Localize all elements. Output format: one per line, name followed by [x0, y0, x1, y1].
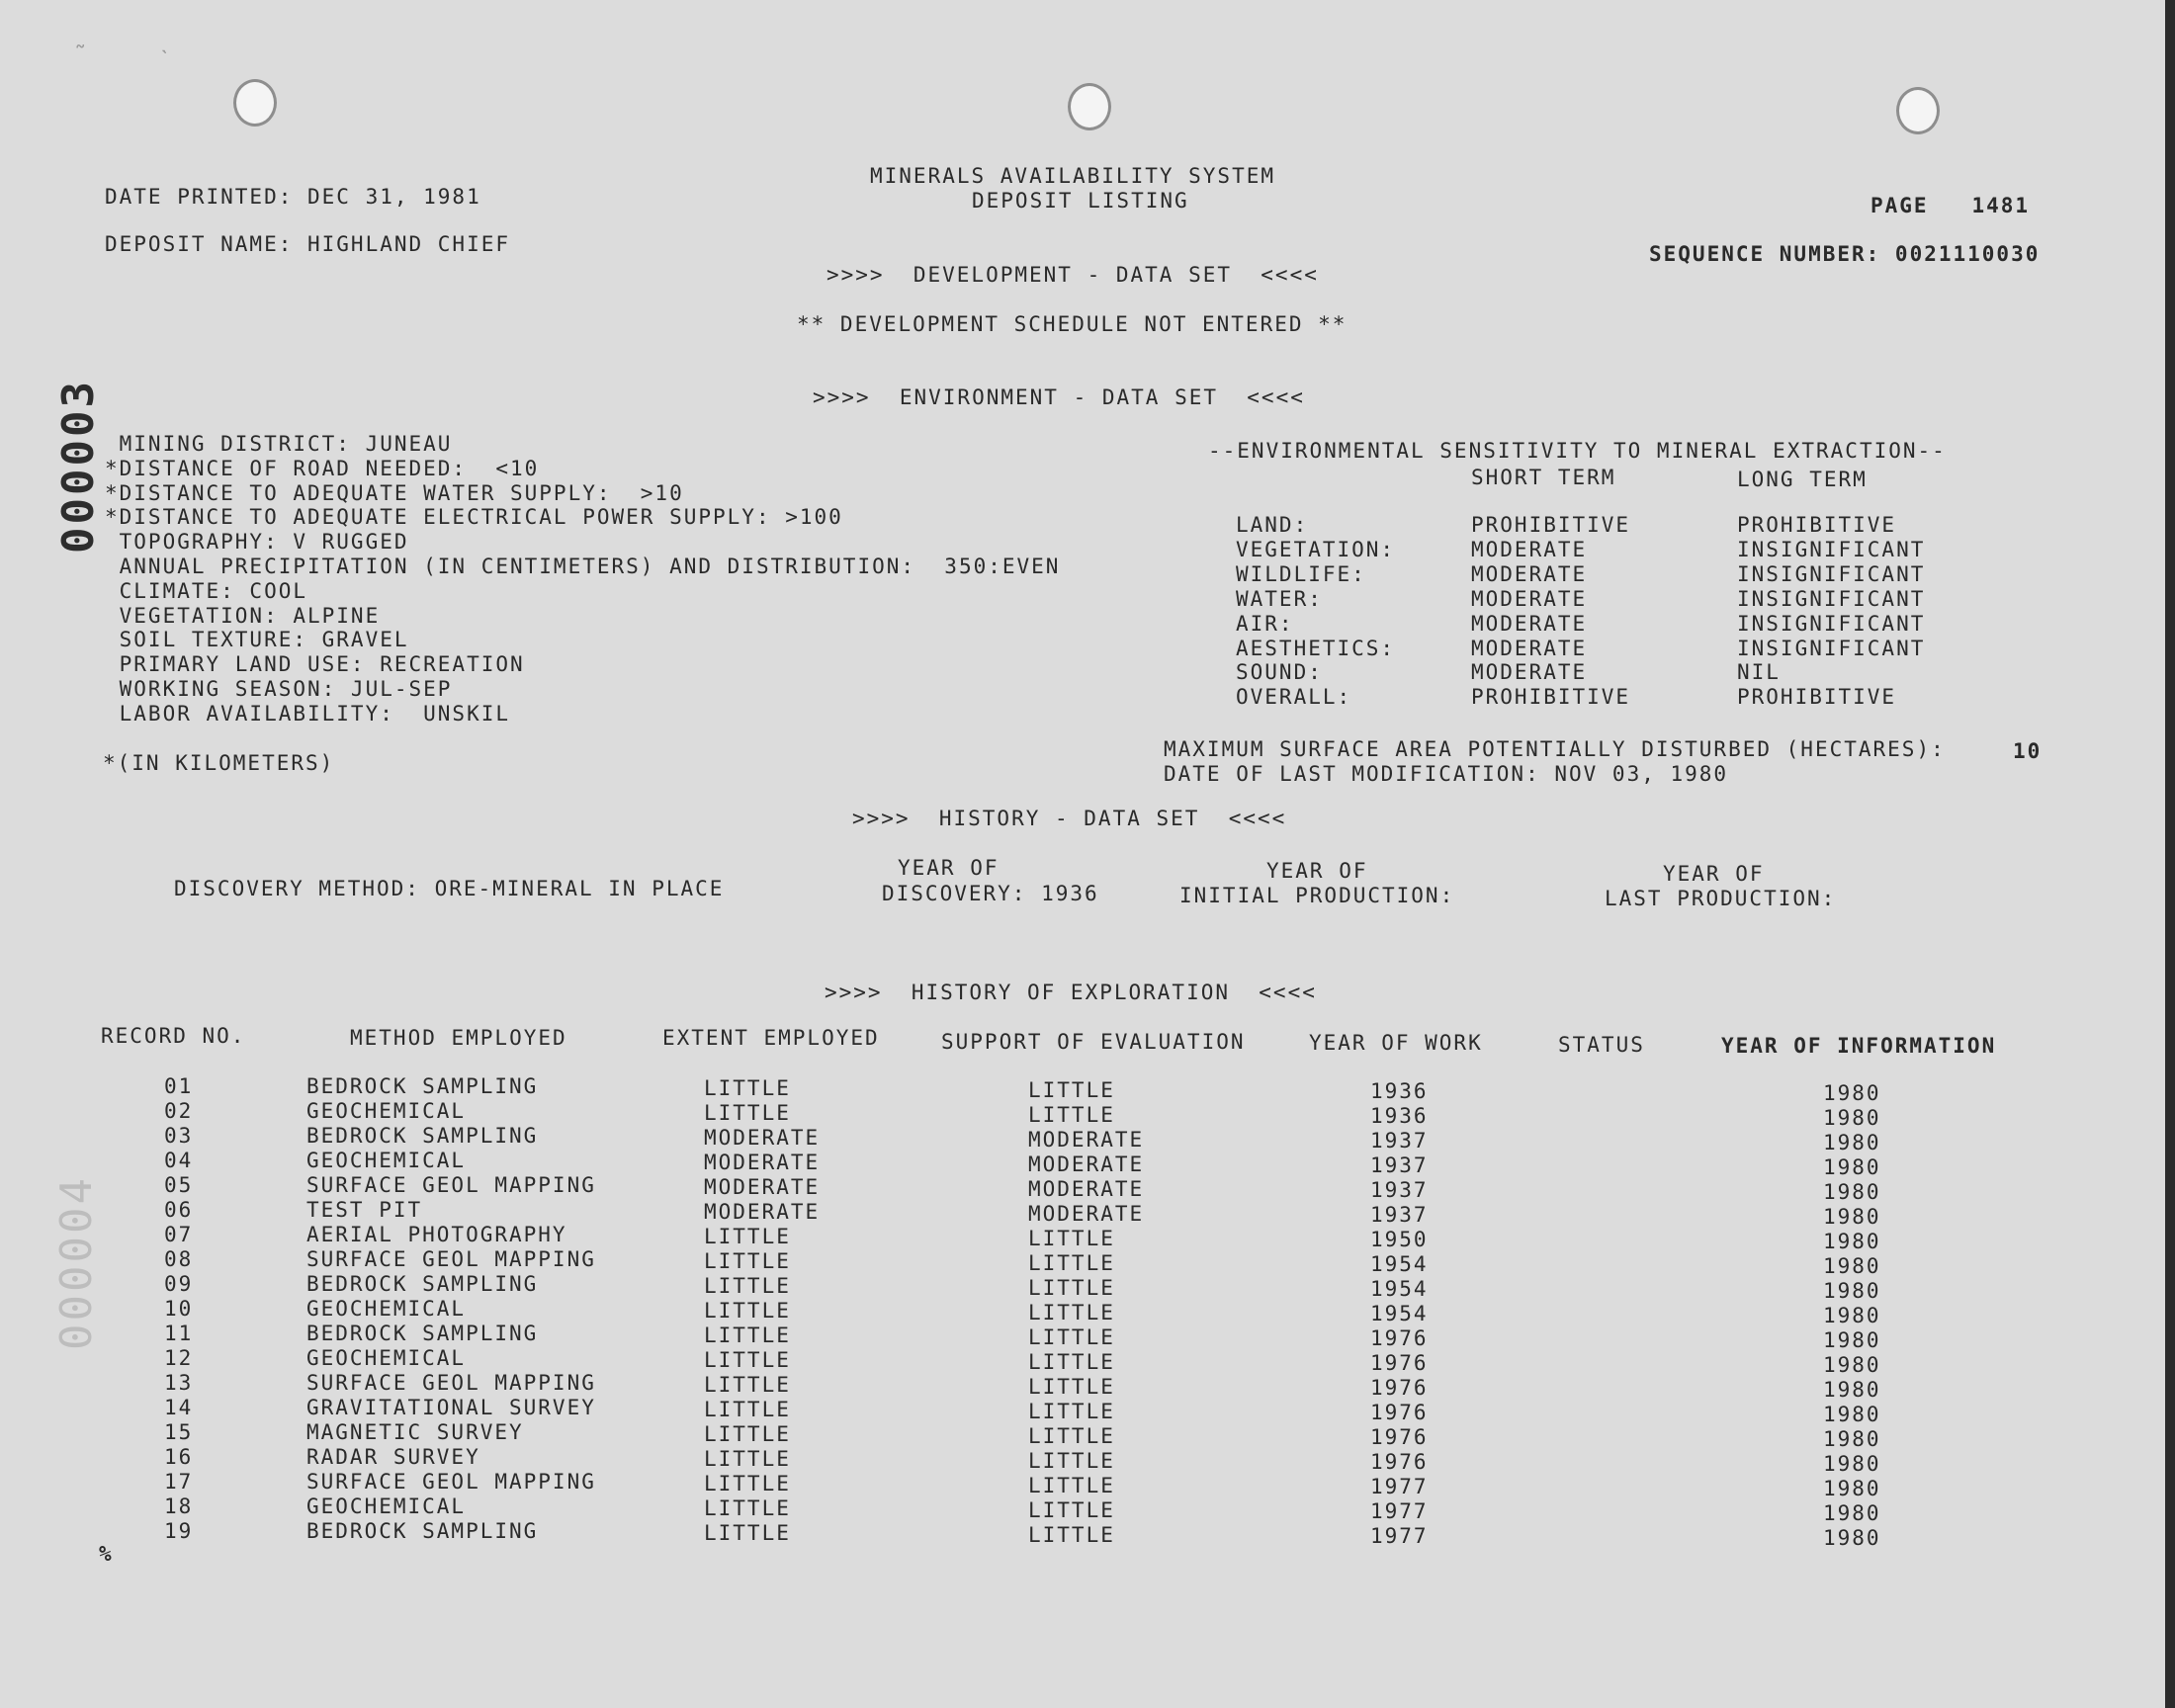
sensitivity-long: INSIGNIFICANT: [1737, 537, 1926, 561]
record-no: 15: [164, 1420, 194, 1444]
environment-heading: >>>> ENVIRONMENT - DATA SET <<<<: [813, 385, 1305, 409]
extent-employed: LITTLE: [704, 1398, 791, 1421]
sensitivity-long: NIL: [1737, 660, 1781, 685]
method-employed: GEOCHEMICAL: [306, 1346, 467, 1370]
support-of-evaluation: MODERATE: [1028, 1202, 1145, 1226]
record-no: 16: [164, 1445, 194, 1469]
year-of-information: 1980: [1823, 1427, 1881, 1451]
short-term-header: SHORT TERM: [1471, 466, 1616, 489]
last-production: LAST PRODUCTION:: [1605, 887, 1837, 910]
environment-line: ANNUAL PRECIPITATION (IN CENTIMETERS) AND DISTRIBUTION: 350:EVEN: [105, 554, 1061, 578]
punch-hole: [1896, 87, 1940, 134]
sensitivity-short: MODERATE: [1471, 537, 1588, 561]
method-employed: BEDROCK SAMPLING: [306, 1322, 539, 1345]
sensitivity-label: LAND:: [1236, 513, 1309, 537]
year-of-information: 1980: [1823, 1328, 1881, 1352]
sensitivity-label: OVERALL:: [1236, 685, 1352, 710]
discovery-year-label: YEAR OF: [898, 856, 1000, 880]
record-no: 12: [164, 1346, 194, 1370]
support-of-evaluation: LITTLE: [1028, 1350, 1115, 1374]
sensitivity-label: WILDLIFE:: [1236, 561, 1366, 586]
year-of-work: 1977: [1370, 1524, 1429, 1548]
record-no: 13: [164, 1371, 194, 1395]
method-employed: RADAR SURVEY: [306, 1445, 480, 1469]
pencil-mark: ˋ: [158, 45, 175, 73]
year-of-work: 1977: [1370, 1499, 1429, 1523]
support-of-evaluation: MODERATE: [1028, 1177, 1145, 1201]
method-employed: GRAVITATIONAL SURVEY: [306, 1396, 596, 1419]
extent-employed: LITTLE: [704, 1521, 791, 1545]
end-mark: %: [99, 1542, 114, 1566]
discovery-method: DISCOVERY METHOD: ORE-MINERAL IN PLACE: [174, 877, 725, 900]
extent-employed: LITTLE: [704, 1249, 791, 1273]
extent-employed: LITTLE: [704, 1422, 791, 1446]
support-of-evaluation: LITTLE: [1028, 1424, 1115, 1448]
pencil-mark: ˜: [73, 42, 90, 69]
listing-title: DEPOSIT LISTING: [972, 189, 1189, 213]
col-status: STATUS: [1558, 1033, 1645, 1057]
extent-employed: LITTLE: [704, 1348, 791, 1372]
environment-line: *DISTANCE TO ADEQUATE WATER SUPPLY: >10: [105, 480, 684, 505]
record-no: 04: [164, 1149, 194, 1172]
col-year-of-info: YEAR OF INFORMATION: [1721, 1034, 1997, 1058]
year-of-information: 1980: [1823, 1106, 1881, 1130]
record-no: 03: [164, 1124, 194, 1148]
initial-year-label: YEAR OF: [1266, 859, 1368, 883]
record-no: 11: [164, 1322, 194, 1345]
year-of-work: 1976: [1370, 1425, 1429, 1449]
record-no: 18: [164, 1494, 194, 1518]
support-of-evaluation: LITTLE: [1028, 1375, 1115, 1399]
environment-line: MINING DISTRICT: JUNEAU: [105, 432, 453, 456]
environment-line: *DISTANCE OF ROAD NEEDED: <10: [105, 456, 540, 480]
environment-line: TOPOGRAPHY: V RUGGED: [105, 530, 409, 555]
sensitivity-short: MODERATE: [1471, 611, 1588, 636]
year-of-information: 1980: [1823, 1230, 1881, 1253]
punch-hole: [1068, 83, 1111, 130]
support-of-evaluation: MODERATE: [1028, 1153, 1145, 1176]
year-of-work: 1976: [1370, 1376, 1429, 1400]
discovery-year: DISCOVERY: 1936: [882, 882, 1099, 905]
scan-edge: [2165, 0, 2175, 1708]
year-of-information: 1980: [1823, 1526, 1881, 1550]
method-employed: SURFACE GEOL MAPPING: [306, 1173, 596, 1197]
year-of-work: 1936: [1370, 1079, 1429, 1103]
environment-details: [105, 432, 1060, 726]
environment-line: CLIMATE: COOL: [105, 578, 308, 603]
extent-employed: LITTLE: [704, 1472, 791, 1495]
year-of-information: 1980: [1823, 1304, 1881, 1327]
method-employed: BEDROCK SAMPLING: [306, 1519, 539, 1543]
year-of-information: 1980: [1823, 1452, 1881, 1476]
method-employed: SURFACE GEOL MAPPING: [306, 1371, 596, 1395]
record-no: 17: [164, 1470, 194, 1494]
date-printed: DATE PRINTED: DEC 31, 1981: [105, 185, 481, 209]
sensitivity-long: INSIGNIFICANT: [1737, 561, 1926, 586]
sensitivity-short: MODERATE: [1471, 636, 1588, 660]
support-of-evaluation: LITTLE: [1028, 1325, 1115, 1349]
support-of-evaluation: LITTLE: [1028, 1103, 1115, 1127]
extent-employed: LITTLE: [704, 1101, 791, 1125]
environment-line: LABOR AVAILABILITY: UNSKIL: [105, 701, 511, 726]
record-no: 14: [164, 1396, 194, 1419]
year-of-work: 1976: [1370, 1450, 1429, 1474]
method-employed: SURFACE GEOL MAPPING: [306, 1470, 596, 1494]
sensitivity-label: AESTHETICS:: [1236, 636, 1396, 660]
year-of-information: 1980: [1823, 1180, 1881, 1204]
development-heading: >>>> DEVELOPMENT - DATA SET <<<<: [826, 263, 1319, 287]
sensitivity-long: PROHIBITIVE: [1737, 685, 1897, 710]
sequence-number: SEQUENCE NUMBER: 0021110030: [1649, 242, 2041, 266]
method-employed: SURFACE GEOL MAPPING: [306, 1247, 596, 1271]
extent-employed: LITTLE: [704, 1076, 791, 1100]
environment-line: VEGETATION: ALPINE: [105, 603, 381, 628]
year-of-work: 1937: [1370, 1153, 1429, 1177]
page-number: PAGE 1481: [1870, 194, 2031, 217]
record-no: 06: [164, 1198, 194, 1222]
year-of-information: 1980: [1823, 1279, 1881, 1303]
extent-employed: MODERATE: [704, 1175, 821, 1199]
year-of-information: 1980: [1823, 1378, 1881, 1402]
record-no: 07: [164, 1223, 194, 1246]
max-area-value: 10: [2013, 739, 2043, 763]
record-no: 02: [164, 1099, 194, 1123]
support-of-evaluation: MODERATE: [1028, 1128, 1145, 1152]
extent-employed: LITTLE: [704, 1324, 791, 1347]
method-employed: BEDROCK SAMPLING: [306, 1272, 539, 1296]
year-of-work: 1976: [1370, 1401, 1429, 1424]
support-of-evaluation: LITTLE: [1028, 1498, 1115, 1522]
record-no: 05: [164, 1173, 194, 1197]
record-no: 01: [164, 1074, 194, 1098]
record-no: 09: [164, 1272, 194, 1296]
year-of-work: 1937: [1370, 1203, 1429, 1227]
year-of-information: 1980: [1823, 1205, 1881, 1229]
extent-employed: LITTLE: [704, 1496, 791, 1520]
method-employed: TEST PIT: [306, 1198, 423, 1222]
method-employed: GEOCHEMICAL: [306, 1149, 467, 1172]
method-employed: AERIAL PHOTOGRAPHY: [306, 1223, 567, 1246]
year-of-information: 1980: [1823, 1501, 1881, 1525]
environment-line: PRIMARY LAND USE: RECREATION: [105, 652, 525, 677]
method-employed: BEDROCK SAMPLING: [306, 1124, 539, 1148]
record-no: 19: [164, 1519, 194, 1543]
year-of-information: 1980: [1823, 1254, 1881, 1278]
punch-hole: [233, 79, 277, 127]
support-of-evaluation: LITTLE: [1028, 1276, 1115, 1300]
long-term-header: LONG TERM: [1737, 468, 1868, 491]
method-employed: GEOCHEMICAL: [306, 1099, 467, 1123]
col-method: METHOD EMPLOYED: [350, 1026, 567, 1050]
year-of-work: 1954: [1370, 1302, 1429, 1325]
deposit-name: DEPOSIT NAME: HIGHLAND CHIEF: [105, 232, 511, 256]
year-of-work: 1936: [1370, 1104, 1429, 1128]
sensitivity-title: --ENVIRONMENTAL SENSITIVITY TO MINERAL EXTRACTION--: [1208, 439, 1947, 463]
sensitivity-long: INSIGNIFICANT: [1737, 636, 1926, 660]
support-of-evaluation: LITTLE: [1028, 1474, 1115, 1497]
extent-employed: LITTLE: [704, 1373, 791, 1397]
year-of-information: 1980: [1823, 1155, 1881, 1179]
sensitivity-long: INSIGNIFICANT: [1737, 586, 1926, 611]
sensitivity-long: PROHIBITIVE: [1737, 513, 1897, 537]
year-of-work: 1950: [1370, 1228, 1429, 1251]
extent-employed: LITTLE: [704, 1274, 791, 1298]
side-page-number: 000003: [53, 379, 104, 554]
last-modified: DATE OF LAST MODIFICATION: NOV 03, 1980: [1164, 762, 1729, 786]
last-year-label: YEAR OF: [1663, 862, 1765, 886]
year-of-information: 1980: [1823, 1131, 1881, 1154]
sensitivity-short: MODERATE: [1471, 586, 1588, 611]
faint-side-number: 000004: [51, 1175, 102, 1350]
system-title: MINERALS AVAILABILITY SYSTEM: [870, 164, 1276, 188]
col-record-no: RECORD NO.: [101, 1024, 246, 1048]
method-employed: GEOCHEMICAL: [306, 1297, 467, 1321]
extent-employed: LITTLE: [704, 1447, 791, 1471]
development-note: ** DEVELOPMENT SCHEDULE NOT ENTERED **: [797, 312, 1348, 336]
environment-line: SOIL TEXTURE: GRAVEL: [105, 628, 409, 652]
environment-line: WORKING SEASON: JUL-SEP: [105, 676, 453, 701]
sensitivity-label: SOUND:: [1236, 660, 1323, 685]
support-of-evaluation: LITTLE: [1028, 1449, 1115, 1473]
col-extent: EXTENT EMPLOYED: [662, 1026, 880, 1050]
support-of-evaluation: LITTLE: [1028, 1251, 1115, 1275]
support-of-evaluation: LITTLE: [1028, 1078, 1115, 1102]
year-of-work: 1977: [1370, 1475, 1429, 1498]
year-of-work: 1937: [1370, 1129, 1429, 1153]
year-of-information: 1980: [1823, 1403, 1881, 1426]
year-of-work: 1954: [1370, 1277, 1429, 1301]
method-employed: BEDROCK SAMPLING: [306, 1074, 539, 1098]
method-employed: GEOCHEMICAL: [306, 1494, 467, 1518]
sensitivity-short: MODERATE: [1471, 660, 1588, 685]
year-of-work: 1976: [1370, 1326, 1429, 1350]
support-of-evaluation: LITTLE: [1028, 1523, 1115, 1547]
sensitivity-short: PROHIBITIVE: [1471, 685, 1631, 710]
support-of-evaluation: LITTLE: [1028, 1227, 1115, 1250]
support-of-evaluation: LITTLE: [1028, 1400, 1115, 1423]
extent-employed: LITTLE: [704, 1225, 791, 1248]
extent-employed: LITTLE: [704, 1299, 791, 1323]
history-heading: >>>> HISTORY - DATA SET <<<<: [852, 807, 1287, 830]
sensitivity-label: WATER:: [1236, 586, 1323, 611]
support-of-evaluation: LITTLE: [1028, 1301, 1115, 1324]
year-of-information: 1980: [1823, 1477, 1881, 1500]
km-footnote: *(IN KILOMETERS): [103, 751, 335, 775]
sensitivity-short: PROHIBITIVE: [1471, 513, 1631, 537]
method-employed: MAGNETIC SURVEY: [306, 1420, 524, 1444]
year-of-work: 1976: [1370, 1351, 1429, 1375]
sensitivity-long: INSIGNIFICANT: [1737, 611, 1926, 636]
col-year-of-work: YEAR OF WORK: [1309, 1031, 1483, 1055]
initial-production: INITIAL PRODUCTION:: [1179, 884, 1455, 907]
record-no: 10: [164, 1297, 194, 1321]
exploration-heading: >>>> HISTORY OF EXPLORATION <<<<: [825, 981, 1317, 1004]
extent-employed: MODERATE: [704, 1151, 821, 1174]
sensitivity-short: MODERATE: [1471, 561, 1588, 586]
year-of-information: 1980: [1823, 1081, 1881, 1105]
max-area-label: MAXIMUM SURFACE AREA POTENTIALLY DISTURBED (HECTARES):: [1164, 737, 1946, 761]
extent-employed: MODERATE: [704, 1126, 821, 1150]
sensitivity-label: VEGETATION:: [1236, 537, 1396, 561]
record-no: 08: [164, 1247, 194, 1271]
environment-line: *DISTANCE TO ADEQUATE ELECTRICAL POWER SUPPLY: >100: [105, 505, 843, 530]
sensitivity-label: AIR:: [1236, 611, 1294, 636]
year-of-work: 1937: [1370, 1178, 1429, 1202]
year-of-information: 1980: [1823, 1353, 1881, 1377]
extent-employed: MODERATE: [704, 1200, 821, 1224]
year-of-work: 1954: [1370, 1252, 1429, 1276]
col-support: SUPPORT OF EVALUATION: [941, 1030, 1246, 1054]
